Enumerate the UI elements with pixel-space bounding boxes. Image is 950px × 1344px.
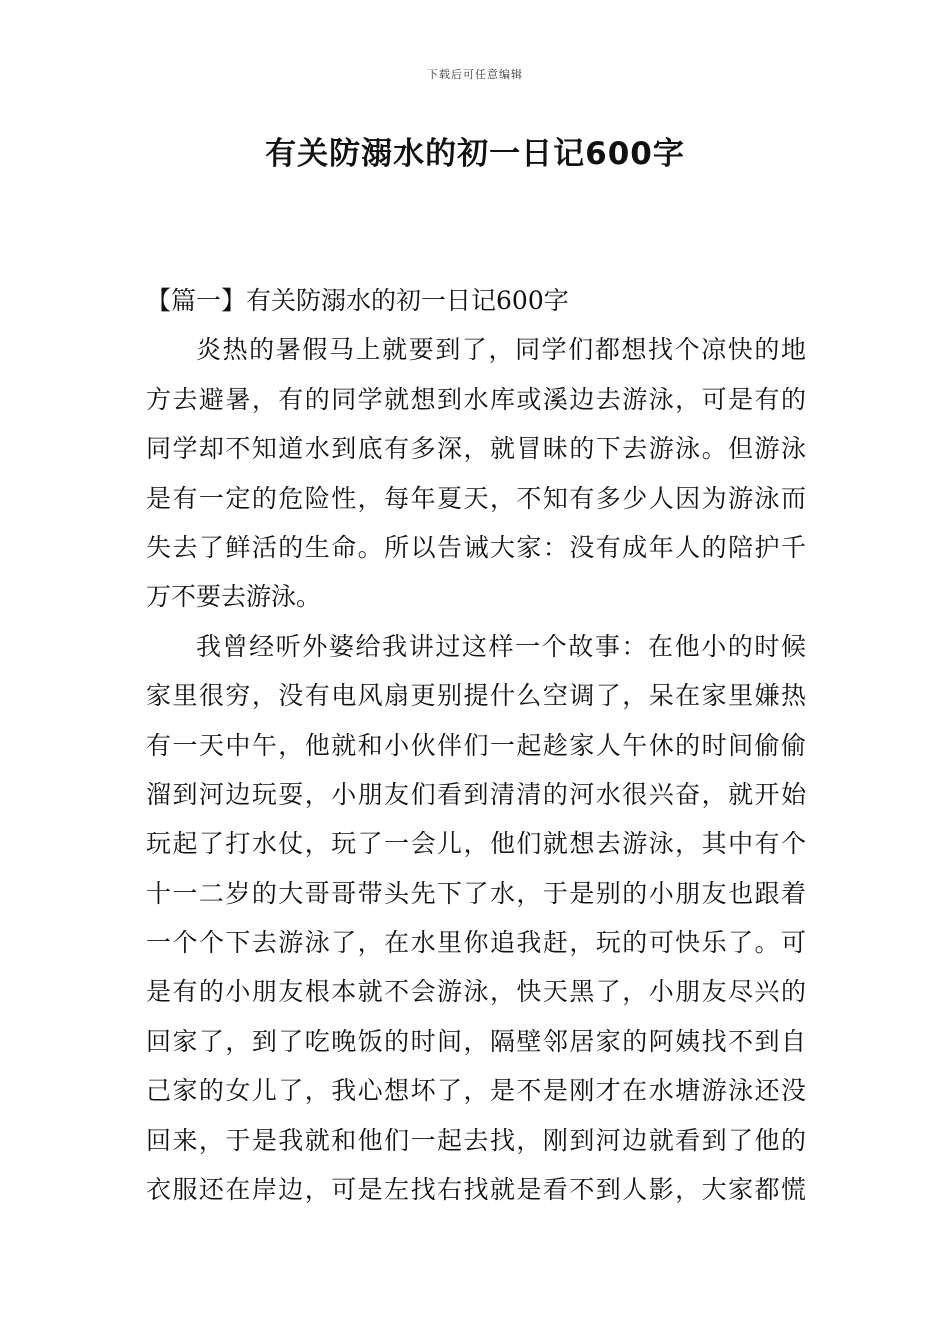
paragraph-line: 方去避暑，有的同学就想到水库或溪边去游泳，可是有的 <box>146 384 806 414</box>
section-heading: 【篇一】有关防溺水的初一日记600字 <box>146 286 569 315</box>
paragraph-line: 失去了鲜活的生命。所以告诫大家：没有成年人的陪护千 <box>146 532 806 562</box>
paragraph-line: 玩起了打水仗，玩了一会儿，他们就想去游泳，其中有个 <box>146 829 806 859</box>
document-body <box>146 276 806 1214</box>
paragraph-line: 十一二岁的大哥哥带头先下了水，于是别的小朋友也跟着 <box>146 878 806 908</box>
paragraph-line: 回家了，到了吃晚饭的时间，隔壁邻居家的阿姨找不到自 <box>146 1026 806 1056</box>
paragraph-line: 是有的小朋友根本就不会游泳，快天黑了，小朋友尽兴的 <box>146 977 806 1007</box>
paragraph-line: 有一天中午，他就和小伙伴们一起趁家人午休的时间偷偷 <box>146 730 806 760</box>
paragraph-line: 溜到河边玩耍，小朋友们看到清清的河水很兴奋，就开始 <box>146 779 806 809</box>
paragraph-line: 回来，于是我就和他们一起去找，刚到河边就看到了他的 <box>146 1125 806 1155</box>
paragraph-1 <box>146 325 806 621</box>
paragraph-2 <box>146 622 806 1215</box>
header-note: 下载后可任意编辑 <box>427 68 523 81</box>
paragraph-line: 万不要去游泳。 <box>146 582 322 612</box>
paragraph-line: 同学却不知道水到底有多深，就冒昧的下去游泳。但游泳 <box>146 434 806 464</box>
document-title: 有关防溺水的初一日记600字 <box>265 136 685 172</box>
paragraph-line: 己家的女儿了，我心想坏了，是不是刚才在水塘游泳还没 <box>146 1076 806 1106</box>
paragraph-line: 是有一定的危险性，每年夏天，不知有多少人因为游泳而 <box>146 483 806 513</box>
paragraph-line: 炎热的暑假马上就要到了，同学们都想找个凉快的地 <box>196 335 806 365</box>
paragraph-line: 衣服还在岸边，可是左找右找就是看不到人影，大家都慌 <box>146 1175 806 1205</box>
paragraph-line: 我曾经听外婆给我讲过这样一个故事：在他小的时候 <box>196 631 806 661</box>
paragraph-line: 一个个下去游泳了，在水里你追我赶，玩的可快乐了。可 <box>146 928 806 958</box>
paragraph-line: 家里很穷，没有电风扇更别提什么空调了，呆在家里嫌热 <box>146 681 806 711</box>
